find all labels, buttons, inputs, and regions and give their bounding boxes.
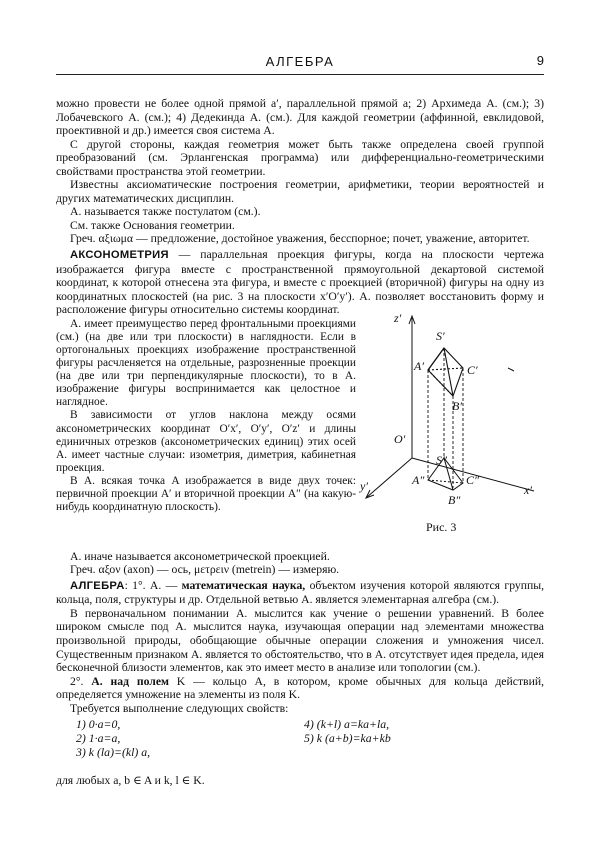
label-y: y′ (360, 478, 368, 493)
label-c-double: C″ (466, 472, 480, 487)
algebra-paragraph-3 (56, 675, 544, 702)
axonometry-paragraph-5: А. иначе называется аксонометрической проекцией. (70, 549, 330, 563)
label-b-double: B″ (448, 492, 461, 507)
label-c-prime: C′ (467, 362, 478, 377)
axiom-paragraph-1: можно провести не более одной прямой a′, параллельной прямой a; 2) Архимеда А. (см.); 3) Лобачевского А. (см.); 4) Дедекинда А. (см.). Для каждой геометрии (аффинной, евклидовой, проективной и др.) имеется своя система А. (56, 97, 544, 138)
algebra-headword: АЛГЕБРА (70, 579, 125, 592)
axiom-paragraph-3: Известны аксиоматические построения геометрии, арифметики, теории вероятностей и других математических дисциплин. (56, 178, 544, 205)
axonometry-wrapped-text (56, 318, 356, 514)
axonometry-diagram (356, 308, 544, 528)
axiom-paragraph-4: А. называется также постулатом (см.). (70, 205, 261, 219)
article-body (56, 97, 544, 788)
axiom-paragraph-2: С другой стороны, каждая геометрия может быть также определена своей группой преобразований (см. Эрлангенская программа) или дифференциально-геометрическими свойствами пространства этой геометрии. (56, 137, 544, 178)
algebra-sense-2-text: K — кольцо A, в котором, кроме обычных для кольца действий, определяется умножение на элементы из поля K. (56, 674, 544, 702)
algebra-sense-1-term: математическая наука, (181, 578, 306, 592)
figure-caption: Рис. 3 (426, 519, 457, 534)
axonometry-paragraph-4: В А. всякая точка A изображается в виде двух точек: первичной проекции A′ и вторичной проекции A″ (на какую-нибудь координатную плоскость). (56, 474, 356, 514)
algebra-sense-2-term: А. над полем (91, 674, 169, 688)
axonometry-paragraph-3: В зависимости от углов наклона между осями аксонометрических координат O′x′, O′y′, O′z′ и длины единичных отрезков (аксонометрических единиц) этих осей А. имеет частные случаи: изометрия, диметрия, кабинетная проекция. (56, 409, 356, 474)
axiom-etymology: Греч. αξιωμα — предложение, достойное уважения, бесспорное; почет, уважение, авторитет. (70, 232, 530, 246)
properties-list (56, 718, 544, 774)
y-axis (366, 458, 412, 498)
property-4: 4) (k+l) a=ka+la, (304, 717, 390, 732)
algebra-paragraph-1 (56, 579, 544, 607)
label-s-prime: S′ (436, 328, 445, 343)
axonometry-headword: АКСОНОМЕТРИЯ (70, 249, 169, 262)
algebra-sense-1: : 1°. А. — (124, 578, 182, 592)
property-5: 5) k (a+b)=ka+kb (304, 731, 391, 746)
algebra-paragraph-2: В первоначальном понимании А. мыслится как учение о решении уравнений. В более широком смысле под А. мыслится наука, изучающая операции над элементами множества произвольной природы, обобщающие обычные операции сложения и умножения чисел. Существенным признаком А. является то обстоятельство, что в А. отсутствует идея предела, идея бесконечной близости элементов, как это имеет место в анализе или топологии (см.). (56, 606, 544, 675)
axiom-see-also: См. также Основания геометрии. (70, 218, 235, 232)
axonometry-definition: — параллельная проекция фигуры, когда на плоскости чертежа изображается фигура вместе с пространственной прямоугольной декартовой системой координат, к которой отнесена эта фигура, и вместе с проекцией (вторичной) фигуры на одну из координатных плоскостей (на рис. 3 на плоскости x′O′y′). А. позволяет восстановить форму и расположение фигуры относительно системы координат. (56, 248, 544, 317)
axonometry-etymology: Греч. αξον (axon) — ось, μετρειν (metrein) — измеряю. (70, 563, 340, 577)
algebra-sense-2: 2°. (70, 674, 92, 688)
figure-3 (356, 308, 544, 544)
axonometry-figure-block (56, 310, 544, 550)
label-o-prime: O′ (394, 431, 406, 446)
algebra-final-line: для любых a, b ∈ A и k, l ∈ K. (56, 774, 205, 788)
axonometry-paragraph-1 (56, 248, 544, 317)
label-z: z′ (394, 310, 402, 325)
algebra-sense-1-text: объектом изучения которой являются группы, кольца, поля, структуры и др. Отдельной ветвью А. является элементарная алгебра (см.). (56, 578, 545, 607)
property-3: 3) k (la)=(kl) a, (76, 745, 151, 760)
running-head-title: АЛГЕБРА (265, 54, 335, 69)
running-head (56, 52, 544, 75)
property-2: 2) 1·a=a, (76, 731, 121, 746)
algebra-paragraph-4: Требуется выполнение следующих свойств: (70, 701, 289, 715)
page-number: 9 (536, 53, 544, 68)
label-b-prime: B′ (452, 398, 462, 413)
label-a-prime: A′ (414, 358, 424, 373)
label-s-double: S″ (436, 452, 447, 467)
axonometry-paragraph-2: А. имеет преимущество перед фронтальными проекциями (см.) (на две или три плоскости) в наглядности. Если в ортогональных проекциях изображение пространственной фигуры расчленяется на отдельные, разрозненные проекции (на две или три перпендикулярные плоскости), то в А. изображение фигуры воспринимается как целостное и наглядное. (56, 317, 356, 409)
label-a-double: A″ (412, 472, 425, 487)
label-x: x′ (524, 482, 532, 497)
property-1: 1) 0·a=0, (76, 717, 121, 732)
